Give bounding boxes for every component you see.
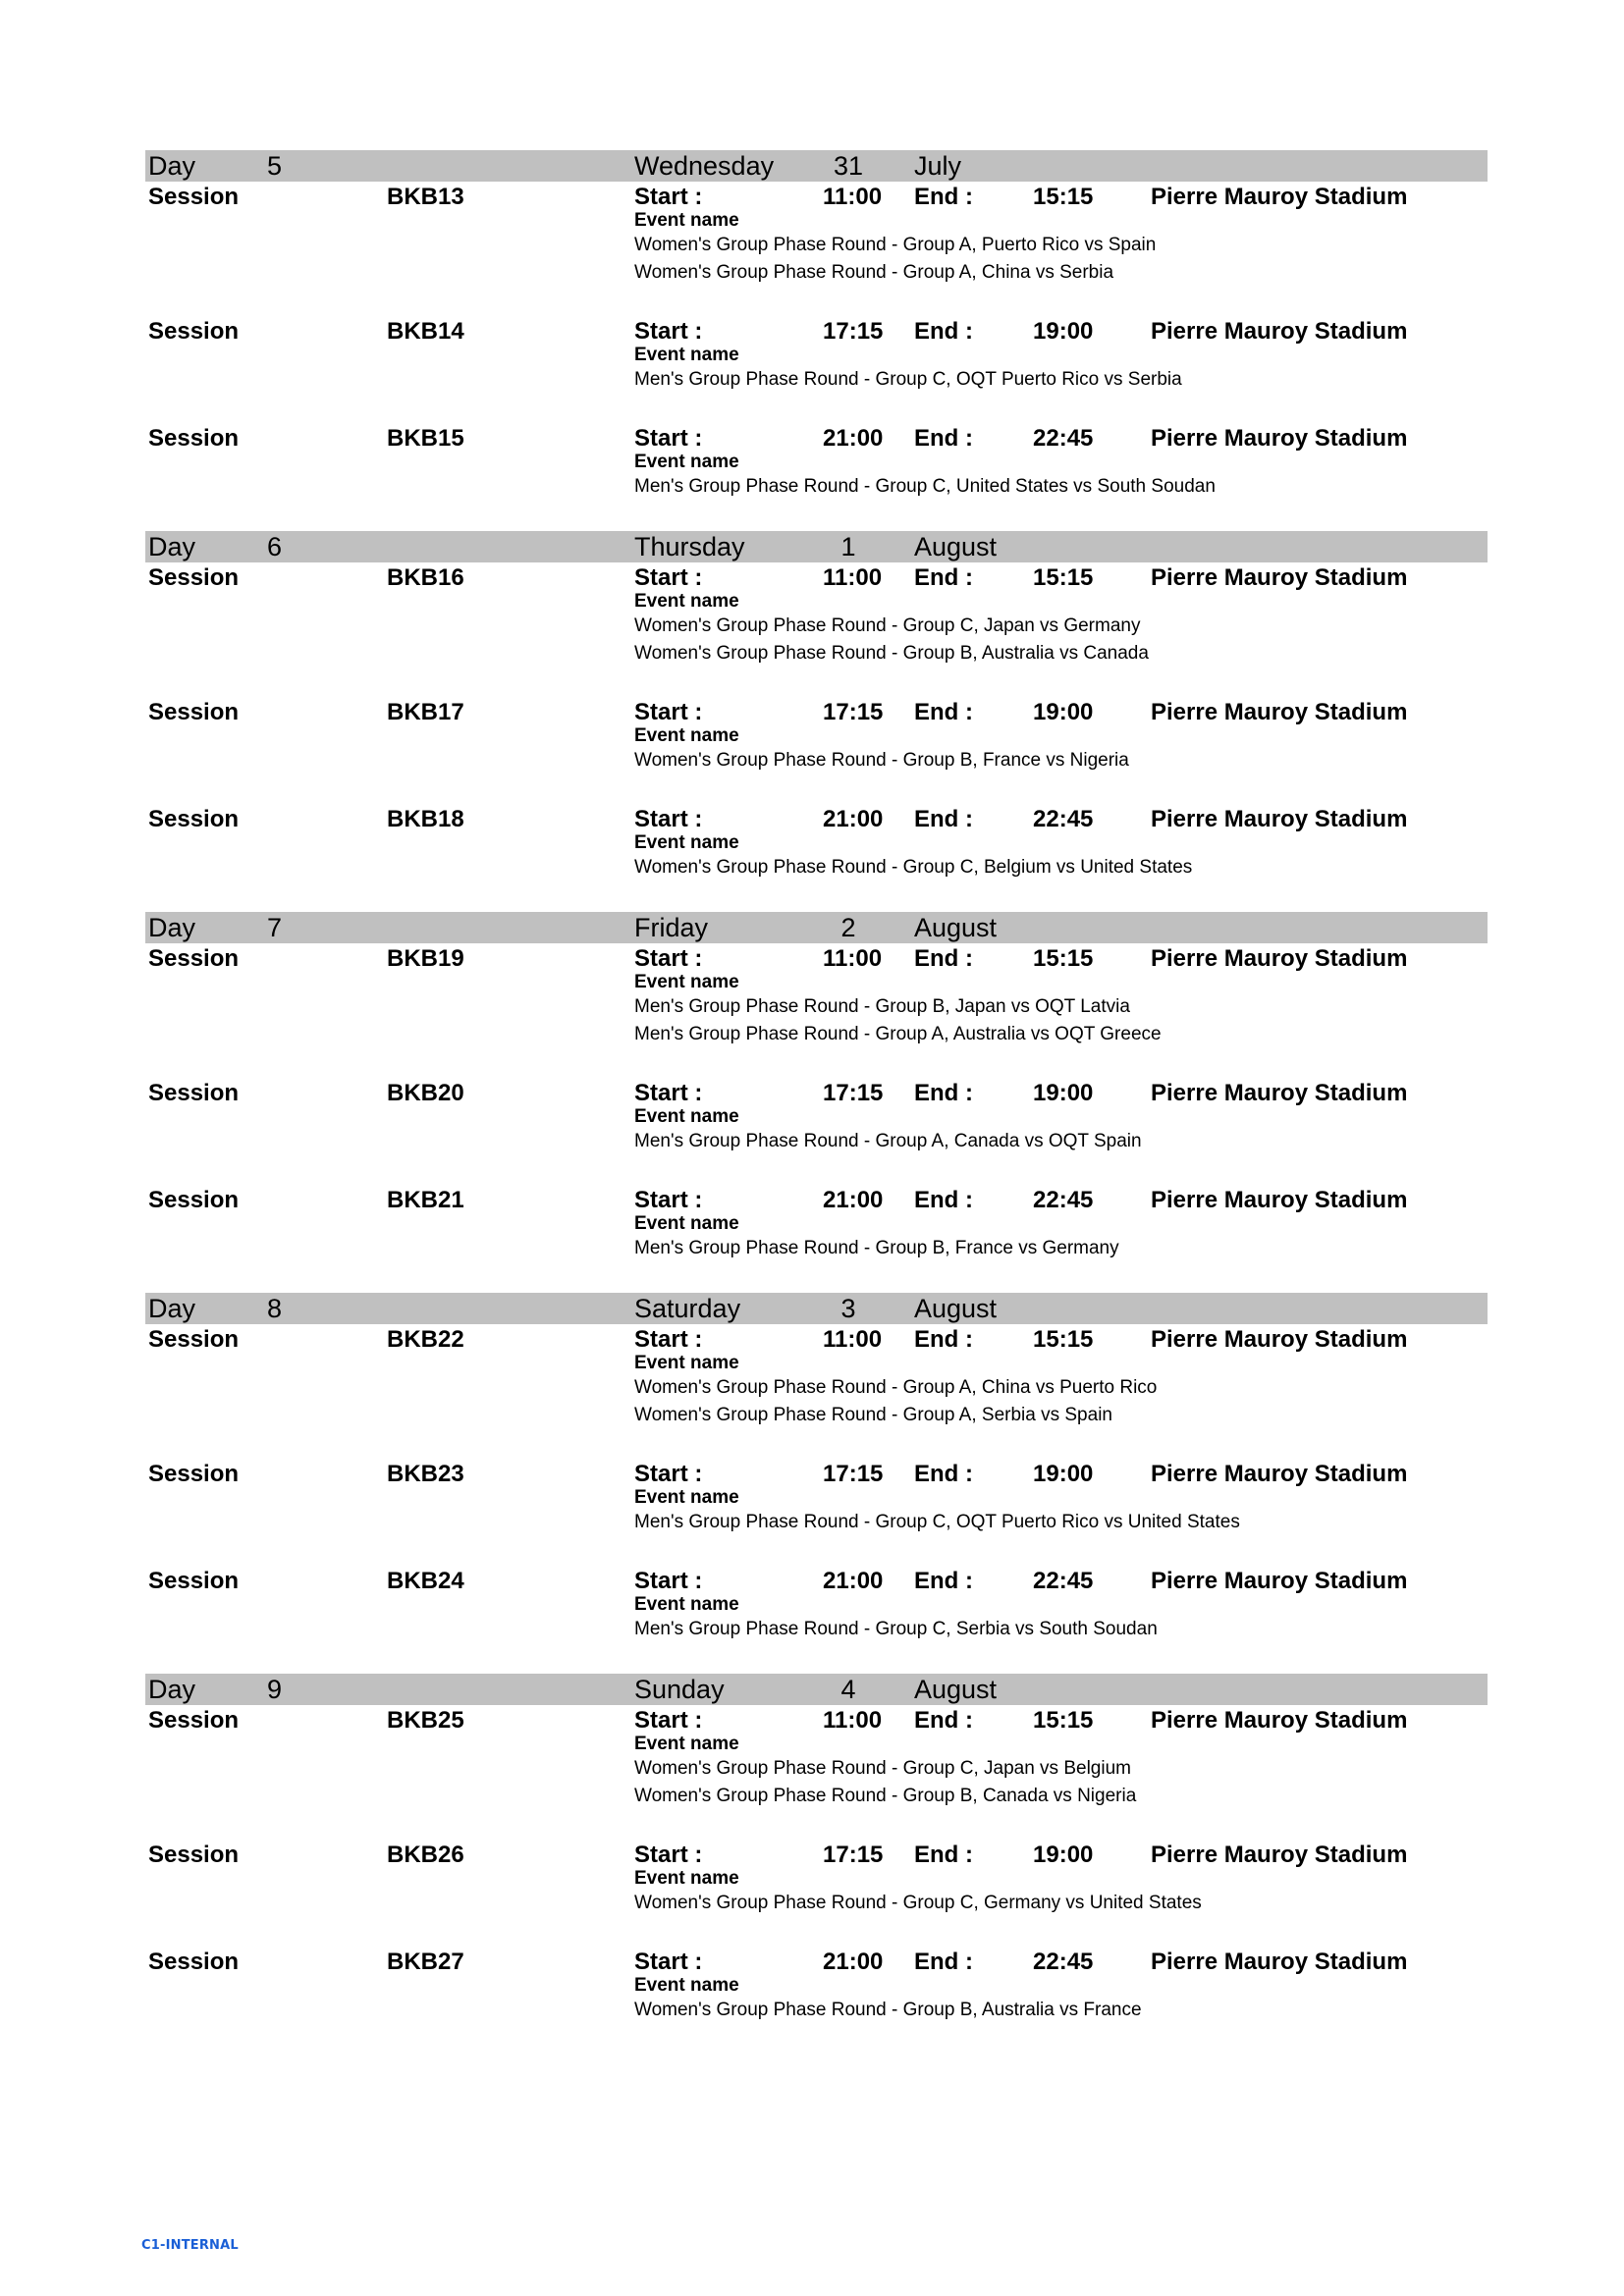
day-label: Day [148, 1675, 196, 1704]
start-label: Start : [634, 184, 703, 210]
event-list [634, 1509, 1240, 1536]
start-label: Start : [634, 1568, 703, 1594]
session-code: BKB22 [387, 1326, 464, 1353]
start-label: Start : [634, 1949, 703, 1975]
day-block [145, 881, 1488, 1262]
event-list [634, 1374, 1157, 1429]
end-time: 22:45 [1033, 425, 1094, 452]
end-time: 19:00 [1033, 1461, 1094, 1487]
event-item: Women's Group Phase Round - Group B, Australia vs France [634, 2000, 1142, 2020]
session-code: BKB18 [387, 806, 464, 832]
day-month: August [914, 1675, 998, 1704]
day-header [145, 531, 1488, 562]
venue-name: Pierre Mauroy Stadium [1151, 1568, 1408, 1594]
session-label: Session [148, 699, 240, 725]
session-row [145, 1185, 1488, 1262]
session-code: BKB27 [387, 1949, 464, 1975]
event-item: Women's Group Phase Round - Group B, France vs Nigeria [634, 750, 1129, 771]
event-name-heading: Event name [634, 1975, 739, 1996]
event-name-heading: Event name [634, 1868, 739, 1889]
event-item: Men's Group Phase Round - Group C, OQT Puerto Rico vs Serbia [634, 369, 1182, 390]
event-item: Men's Group Phase Round - Group C, Serbia vs South Soudan [634, 1619, 1158, 1639]
event-name-heading: Event name [634, 1594, 739, 1615]
day-weekday: Thursday [634, 532, 745, 561]
venue-name: Pierre Mauroy Stadium [1151, 806, 1408, 832]
event-list [634, 473, 1216, 501]
session-code: BKB25 [387, 1707, 464, 1734]
start-label: Start : [634, 318, 703, 345]
start-label: Start : [634, 806, 703, 832]
start-label: Start : [634, 945, 703, 972]
session-row [145, 1324, 1488, 1429]
start-time: 11:00 [823, 1326, 883, 1353]
day-weekday: Sunday [634, 1675, 725, 1704]
end-time: 22:45 [1033, 1568, 1094, 1594]
session-label: Session [148, 945, 240, 972]
day-weekday: Saturday [634, 1294, 741, 1323]
venue-name: Pierre Mauroy Stadium [1151, 1326, 1408, 1353]
end-time: 19:00 [1033, 1842, 1094, 1868]
event-list [634, 1997, 1142, 2024]
start-label: Start : [634, 1326, 703, 1353]
start-time: 11:00 [823, 945, 883, 972]
session-code: BKB23 [387, 1461, 464, 1487]
event-name-heading: Event name [634, 1106, 739, 1127]
day-block [145, 1643, 1488, 2024]
end-label: End : [914, 1949, 973, 1975]
end-label: End : [914, 1080, 973, 1106]
session-row [145, 1566, 1488, 1643]
session-code: BKB20 [387, 1080, 464, 1106]
event-list [634, 613, 1149, 667]
session-code: BKB14 [387, 318, 464, 345]
day-date: 2 [840, 913, 856, 942]
event-name-heading: Event name [634, 1353, 739, 1373]
end-label: End : [914, 425, 973, 452]
end-time: 15:15 [1033, 1326, 1094, 1353]
start-time: 21:00 [823, 1949, 884, 1975]
session-row [145, 1078, 1488, 1155]
event-item: Men's Group Phase Round - Group A, Canada vs OQT Spain [634, 1131, 1142, 1151]
day-month: August [914, 532, 998, 561]
day-block [145, 150, 1488, 501]
day-date: 3 [840, 1294, 856, 1323]
day-label: Day [148, 532, 196, 561]
session-row [145, 562, 1488, 667]
event-name-heading: Event name [634, 1734, 739, 1754]
start-time: 17:15 [823, 318, 884, 345]
event-name-heading: Event name [634, 725, 739, 746]
event-list [634, 747, 1129, 774]
start-label: Start : [634, 1080, 703, 1106]
day-header [145, 1293, 1488, 1324]
event-list [634, 993, 1162, 1048]
session-label: Session [148, 1461, 240, 1487]
event-list [634, 1890, 1202, 1917]
event-list [634, 366, 1182, 394]
start-time: 11:00 [823, 184, 883, 210]
end-label: End : [914, 318, 973, 345]
session-label: Session [148, 1707, 240, 1734]
session-row [145, 316, 1488, 394]
day-weekday: Wednesday [634, 151, 775, 181]
session-row [145, 1459, 1488, 1536]
session-label: Session [148, 425, 240, 452]
venue-name: Pierre Mauroy Stadium [1151, 1949, 1408, 1975]
event-name-heading: Event name [634, 972, 739, 992]
session-label: Session [148, 1187, 240, 1213]
start-label: Start : [634, 1187, 703, 1213]
day-number: 7 [267, 913, 283, 942]
venue-name: Pierre Mauroy Stadium [1151, 945, 1408, 972]
session-row [145, 804, 1488, 881]
session-row [145, 943, 1488, 1048]
session-label: Session [148, 1568, 240, 1594]
end-label: End : [914, 1842, 973, 1868]
day-month: August [914, 913, 998, 942]
end-label: End : [914, 1326, 973, 1353]
end-label: End : [914, 945, 973, 972]
day-spacer [145, 501, 1488, 531]
event-name-heading: Event name [634, 1213, 739, 1234]
end-time: 15:15 [1033, 184, 1094, 210]
end-time: 19:00 [1033, 1080, 1094, 1106]
day-spacer [145, 881, 1488, 912]
end-label: End : [914, 1707, 973, 1734]
day-number: 8 [267, 1294, 283, 1323]
event-item: Women's Group Phase Round - Group B, Australia vs Canada [634, 643, 1149, 664]
end-time: 22:45 [1033, 1949, 1094, 1975]
venue-name: Pierre Mauroy Stadium [1151, 564, 1408, 591]
session-row [145, 182, 1488, 287]
session-label: Session [148, 1949, 240, 1975]
venue-name: Pierre Mauroy Stadium [1151, 1461, 1408, 1487]
day-label: Day [148, 151, 196, 181]
venue-name: Pierre Mauroy Stadium [1151, 318, 1408, 345]
day-number: 9 [267, 1675, 283, 1704]
start-time: 17:15 [823, 1080, 884, 1106]
day-number: 6 [267, 532, 283, 561]
event-list [634, 1616, 1158, 1643]
day-date: 4 [840, 1675, 856, 1704]
end-label: End : [914, 699, 973, 725]
event-item: Women's Group Phase Round - Group C, Japan vs Belgium [634, 1758, 1131, 1779]
session-code: BKB21 [387, 1187, 464, 1213]
event-item: Women's Group Phase Round - Group A, Serbia vs Spain [634, 1405, 1112, 1425]
session-code: BKB13 [387, 184, 464, 210]
venue-name: Pierre Mauroy Stadium [1151, 1080, 1408, 1106]
start-time: 21:00 [823, 806, 884, 832]
day-header [145, 912, 1488, 943]
end-label: End : [914, 1461, 973, 1487]
start-label: Start : [634, 1842, 703, 1868]
event-name-heading: Event name [634, 591, 739, 612]
event-item: Women's Group Phase Round - Group C, Belgium vs United States [634, 857, 1193, 878]
end-time: 22:45 [1033, 1187, 1094, 1213]
session-row [145, 1705, 1488, 1810]
event-item: Men's Group Phase Round - Group C, OQT Puerto Rico vs United States [634, 1512, 1240, 1532]
day-block [145, 501, 1488, 881]
event-name-heading: Event name [634, 452, 739, 472]
start-time: 21:00 [823, 425, 884, 452]
session-label: Session [148, 1842, 240, 1868]
venue-name: Pierre Mauroy Stadium [1151, 1187, 1408, 1213]
session-code: BKB15 [387, 425, 464, 452]
session-code: BKB24 [387, 1568, 464, 1594]
event-name-heading: Event name [634, 832, 739, 853]
session-code: BKB16 [387, 564, 464, 591]
event-name-heading: Event name [634, 1487, 739, 1508]
venue-name: Pierre Mauroy Stadium [1151, 1842, 1408, 1868]
end-label: End : [914, 564, 973, 591]
event-item: Men's Group Phase Round - Group C, United States vs South Soudan [634, 476, 1216, 497]
day-month: July [914, 151, 962, 181]
session-label: Session [148, 1080, 240, 1106]
event-item: Men's Group Phase Round - Group B, France vs Germany [634, 1238, 1119, 1258]
event-item: Women's Group Phase Round - Group B, Canada vs Nigeria [634, 1786, 1137, 1806]
event-name-heading: Event name [634, 210, 739, 231]
session-code: BKB17 [387, 699, 464, 725]
start-time: 17:15 [823, 1842, 884, 1868]
end-label: End : [914, 184, 973, 210]
day-date: 1 [840, 532, 856, 561]
classification-label: C1-INTERNAL [141, 2238, 239, 2253]
day-month: August [914, 1294, 998, 1323]
session-label: Session [148, 318, 240, 345]
event-item: Women's Group Phase Round - Group C, Germany vs United States [634, 1893, 1202, 1913]
venue-name: Pierre Mauroy Stadium [1151, 425, 1408, 452]
event-name-heading: Event name [634, 345, 739, 365]
end-time: 19:00 [1033, 318, 1094, 345]
session-code: BKB19 [387, 945, 464, 972]
venue-name: Pierre Mauroy Stadium [1151, 699, 1408, 725]
day-date: 31 [833, 151, 864, 181]
start-time: 17:15 [823, 1461, 884, 1487]
venue-name: Pierre Mauroy Stadium [1151, 1707, 1408, 1734]
event-list [634, 854, 1192, 881]
session-code: BKB26 [387, 1842, 464, 1868]
day-spacer [145, 1262, 1488, 1293]
session-row [145, 1840, 1488, 1917]
end-time: 15:15 [1033, 1707, 1094, 1734]
start-time: 21:00 [823, 1568, 884, 1594]
day-header [145, 1674, 1488, 1705]
start-label: Start : [634, 1707, 703, 1734]
event-list [634, 232, 1156, 287]
event-item: Women's Group Phase Round - Group A, China vs Serbia [634, 262, 1114, 283]
start-label: Start : [634, 425, 703, 452]
event-item: Men's Group Phase Round - Group B, Japan vs OQT Latvia [634, 996, 1130, 1017]
start-label: Start : [634, 1461, 703, 1487]
session-label: Session [148, 806, 240, 832]
event-list [634, 1128, 1142, 1155]
day-weekday: Friday [634, 913, 709, 942]
event-item: Women's Group Phase Round - Group A, Puerto Rico vs Spain [634, 235, 1157, 255]
event-item: Men's Group Phase Round - Group A, Australia vs OQT Greece [634, 1024, 1162, 1044]
day-label: Day [148, 1294, 196, 1323]
end-time: 15:15 [1033, 564, 1094, 591]
day-number: 5 [267, 151, 283, 181]
start-time: 11:00 [823, 564, 883, 591]
end-time: 22:45 [1033, 806, 1094, 832]
day-spacer [145, 1643, 1488, 1674]
day-block [145, 1262, 1488, 1643]
end-label: End : [914, 1568, 973, 1594]
start-label: Start : [634, 699, 703, 725]
session-row [145, 423, 1488, 501]
end-time: 15:15 [1033, 945, 1094, 972]
start-time: 17:15 [823, 699, 884, 725]
event-item: Women's Group Phase Round - Group A, China vs Puerto Rico [634, 1377, 1158, 1398]
event-list [634, 1755, 1136, 1810]
event-item: Women's Group Phase Round - Group C, Japan vs Germany [634, 615, 1141, 636]
session-row [145, 697, 1488, 774]
session-label: Session [148, 564, 240, 591]
start-time: 21:00 [823, 1187, 884, 1213]
start-label: Start : [634, 564, 703, 591]
event-list [634, 1235, 1119, 1262]
end-time: 19:00 [1033, 699, 1094, 725]
day-header [145, 150, 1488, 182]
end-label: End : [914, 806, 973, 832]
session-label: Session [148, 1326, 240, 1353]
session-label: Session [148, 184, 240, 210]
session-row [145, 1947, 1488, 2024]
day-label: Day [148, 913, 196, 942]
venue-name: Pierre Mauroy Stadium [1151, 184, 1408, 210]
end-label: End : [914, 1187, 973, 1213]
schedule-sheet [145, 150, 1488, 2024]
start-time: 11:00 [823, 1707, 883, 1734]
